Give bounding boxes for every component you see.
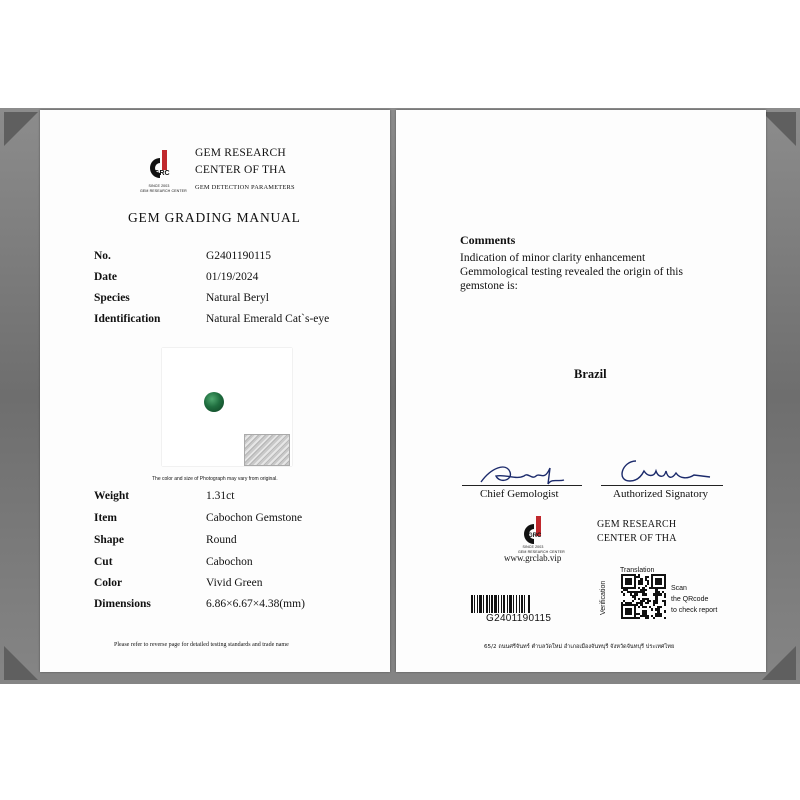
qr-module <box>632 600 634 602</box>
field-label-weight: Weight <box>94 490 130 502</box>
logo-since-text-right: SINCE 2003 <box>522 545 544 549</box>
folder-corner-bottom-left <box>4 646 38 680</box>
logo-grc-text-right: GRC <box>528 533 542 539</box>
field-value-dimensions: 6.86×6.67×4.38(mm) <box>206 598 305 610</box>
comment-line-2: Gemmological testing revealed the origin of this <box>460 266 683 278</box>
comment-line-1: Indication of minor clarity enhancement <box>460 252 646 264</box>
authorized-signatory-signature-icon <box>614 455 714 487</box>
authorized-signatory-line <box>601 485 723 486</box>
right-certificate-page <box>396 110 766 672</box>
reverse-page-footnote: Please refer to reverse page for detailed testing standards and trade name <box>114 642 289 648</box>
grc-logo-mark-right-icon <box>520 514 548 548</box>
field-value-color: Vivid Green <box>206 577 263 589</box>
field-label-cut: Cut <box>94 556 113 568</box>
gem-photo-card <box>162 348 292 466</box>
verification-qr-code[interactable] <box>621 574 666 619</box>
logo-since-text: SINCE 2003 <box>148 184 170 188</box>
qr-module <box>664 604 666 606</box>
qr-module <box>660 606 662 608</box>
qr-module <box>660 583 662 585</box>
field-value-number: G2401190115 <box>206 250 271 262</box>
qr-module <box>645 606 647 608</box>
grc-logo-right <box>518 514 565 558</box>
qr-module <box>653 617 655 619</box>
qr-scan-line2: the QRcode <box>671 596 709 603</box>
qr-module <box>655 602 657 604</box>
org-name-line1: GEM RESEARCH <box>195 147 286 159</box>
field-label-species: Species <box>94 292 130 304</box>
qr-scan-line3: to check report <box>671 607 718 614</box>
qr-module <box>634 587 636 589</box>
qr-module <box>664 595 666 597</box>
chief-gemologist-line <box>462 485 582 486</box>
field-value-date: 01/19/2024 <box>206 271 259 283</box>
qr-module <box>664 610 666 612</box>
field-value-weight: 1.31ct <box>206 490 235 502</box>
qr-module <box>645 585 647 587</box>
qr-module <box>649 600 651 602</box>
comment-line-3: gemstone is: <box>460 280 518 292</box>
qr-module <box>623 593 625 595</box>
gemstone-photo <box>204 392 224 412</box>
chief-gemologist-signature-icon <box>476 458 566 488</box>
barcode-bar <box>530 595 531 613</box>
field-value-item: Cabochon Gemstone <box>206 512 303 524</box>
origin-country: Brazil <box>574 367 607 381</box>
qr-module <box>638 606 640 608</box>
authorized-signatory-label: Authorized Signatory <box>613 488 709 500</box>
field-label-dimensions: Dimensions <box>94 598 151 610</box>
qr-module <box>638 617 640 619</box>
right-org-name-line1: GEM RESEARCH <box>597 519 677 530</box>
qr-scan-line1: Scan <box>671 585 687 592</box>
qr-module <box>630 583 632 585</box>
org-name-line2: CENTER OF THA <box>195 164 287 176</box>
qr-module <box>647 602 649 604</box>
qr-module <box>651 608 653 610</box>
hologram-seal <box>244 434 290 466</box>
qr-module <box>664 587 666 589</box>
manual-title: GEM GRADING MANUAL <box>128 210 301 225</box>
field-label-shape: Shape <box>94 534 125 546</box>
field-label-item: Item <box>94 512 117 524</box>
qr-module <box>645 589 647 591</box>
qr-verification-label: Verification <box>600 580 607 615</box>
field-value-identification: Natural Emerald Cat`s-eye <box>206 313 330 325</box>
org-subtitle: GEM DETECTION PARAMETERS <box>195 184 295 191</box>
qr-module <box>645 593 647 595</box>
chief-gemologist-label: Chief Gemologist <box>480 488 559 500</box>
qr-module <box>636 593 638 595</box>
lab-address: 65/2 ถนนศรีจันทร์ ตำบลวัดใหม่ อำเภอเมืองจันทบุรี จังหวัดจันทบุรี ประเทศไทย <box>484 644 675 650</box>
field-value-species: Natural Beryl <box>206 292 269 304</box>
qr-module <box>660 593 662 595</box>
field-label-color: Color <box>94 577 123 589</box>
qr-module <box>653 604 655 606</box>
photo-disclaimer: The color and size of Photograph may vary from original. <box>152 476 278 482</box>
logo-center-text: GEM RESEARCH CENTER <box>140 189 187 193</box>
website-text: www.grclab.vip <box>504 553 562 563</box>
qr-module <box>640 583 642 585</box>
left-certificate-page <box>40 110 390 672</box>
field-label-identification: Identification <box>94 313 161 325</box>
field-label-date: Date <box>94 271 117 283</box>
field-value-cut: Cabochon <box>206 556 253 568</box>
folder-corner-bottom-right <box>762 646 796 680</box>
grc-logo <box>140 148 187 198</box>
qr-module <box>647 576 649 578</box>
qr-module <box>630 613 632 615</box>
barcode-number: G2401190115 <box>486 613 552 624</box>
qr-translation-label: Translation <box>620 567 655 574</box>
logo-grc-text: GRC <box>154 170 170 177</box>
folder-corner-top-left <box>4 112 38 146</box>
qr-module <box>647 617 649 619</box>
qr-module <box>660 615 662 617</box>
folder-corner-top-right <box>762 112 796 146</box>
right-org-name-line2: CENTER OF THA <box>597 533 677 544</box>
comments-title: Comments <box>460 233 516 247</box>
qr-module <box>664 617 666 619</box>
qr-module <box>634 598 636 600</box>
report-barcode <box>471 595 571 613</box>
qr-module <box>647 583 649 585</box>
logo-center-text-right: GEM RESEARCH CENTER <box>518 550 565 554</box>
field-label-number: No. <box>94 250 111 262</box>
field-value-shape: Round <box>206 534 237 546</box>
